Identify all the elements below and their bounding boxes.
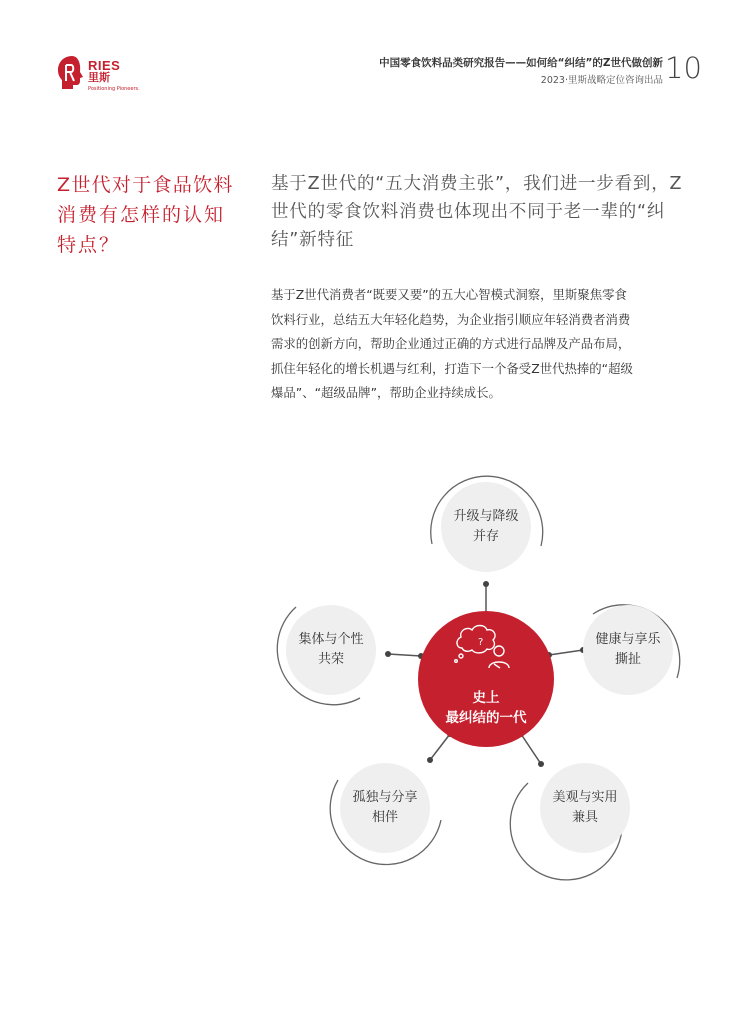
body-line: 需求的创新方向，帮助企业通过正确的方式进行品牌及产品布局，	[271, 336, 631, 351]
node-beauty-utility	[525, 788, 645, 828]
body-line: 饮料行业，总结五大年轻化趋势，为企业指引顺应年轻消费者消费	[271, 311, 631, 327]
center-line-1: 史上	[472, 690, 500, 706]
node-line-2: 共荣	[317, 652, 344, 667]
center-line-2: 最纠结的一代	[445, 710, 527, 726]
node-line-2: 并存	[472, 529, 499, 544]
question-line: Z世代对于食品饮料	[57, 174, 234, 196]
intro-line: 结”新特征	[271, 230, 355, 250]
report-title: 中国零食饮料品类研究报告——如何给“纠结”的Z世代做创新	[379, 57, 663, 69]
node-upgrade-downgrade	[426, 507, 546, 547]
logo-text: RIES	[88, 58, 121, 73]
question-line: 消费有怎样的认知	[57, 204, 226, 226]
intro-line: 世代的零食饮料消费也体现出不同于老一辈的“纠	[271, 202, 666, 222]
svg-text:?: ?	[478, 637, 484, 648]
node-line-2: 撕扯	[614, 652, 641, 667]
body-line: 基于Z世代消费者“既要又要”的五大心智模式洞察，里斯聚焦零食	[271, 287, 627, 302]
node-collective-individual	[271, 630, 391, 670]
node-line-1: 美观与实用	[552, 790, 618, 805]
node-solitude-sharing	[325, 788, 445, 828]
node-line-2: 兼具	[571, 810, 598, 825]
body-line: 爆品”、“超级品牌”，帮助企业持续成长。	[271, 385, 501, 400]
logo-tagline: Positioning Pioneers.	[88, 86, 140, 92]
node-line-1: 集体与个性	[298, 632, 364, 647]
center-label	[416, 688, 556, 728]
node-line-1: 孤独与分享	[352, 790, 418, 805]
node-line-2: 相伴	[371, 810, 398, 825]
page-number: 10	[665, 51, 702, 85]
logo-cn-text: 里斯	[88, 71, 110, 84]
node-health-pleasure	[568, 630, 688, 670]
node-line-1: 健康与享乐	[595, 632, 661, 647]
intro-line: 基于Z世代的“五大消费主张”，我们进一步看到，Z	[271, 174, 683, 194]
report-subtitle: 2023·里斯战略定位咨询出品	[540, 75, 663, 86]
question-line: 特点？	[57, 234, 121, 256]
node-line-1: 升级与降级	[453, 509, 519, 524]
body-line: 抓住年轻化的增长机遇与红利，打造下一个备受Z世代热捧的“超级	[271, 360, 633, 376]
